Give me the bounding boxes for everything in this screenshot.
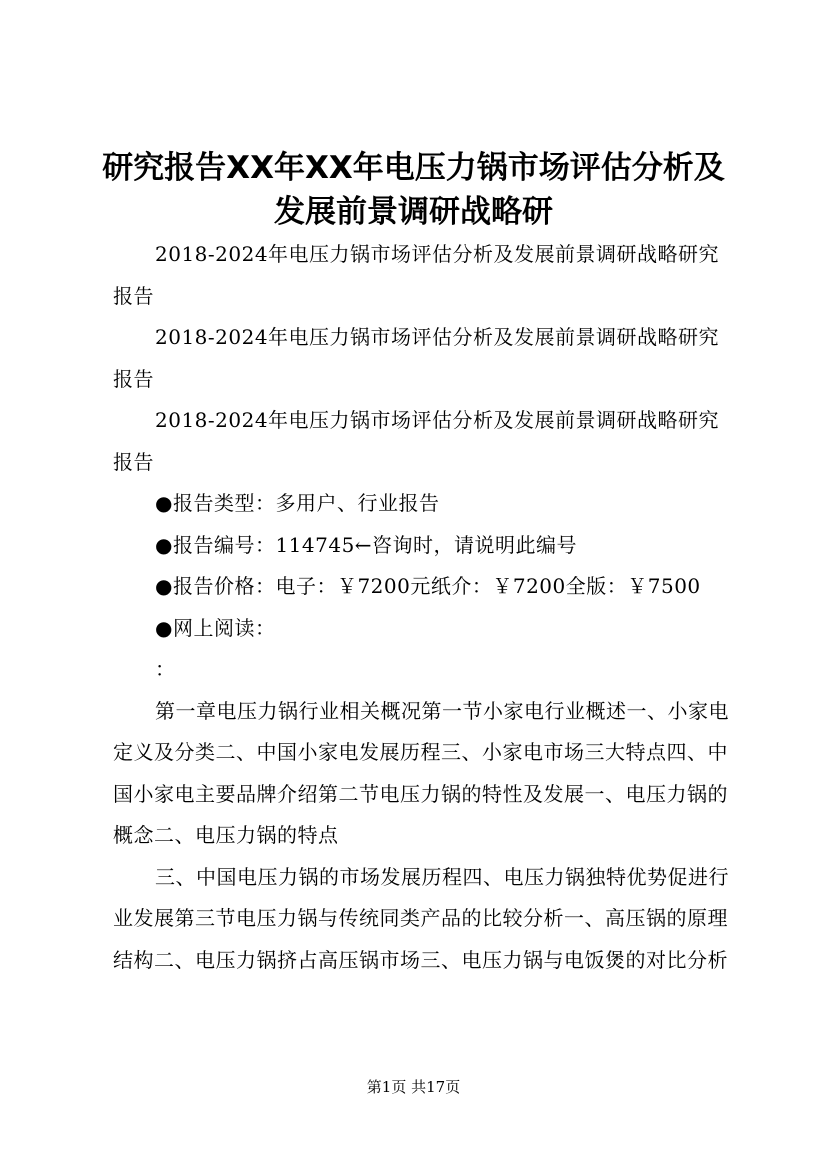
- page-number-footer: 第1页 共17页: [366, 1078, 461, 1096]
- document-title-line-1: 研究报告XX年XX年电压力锅市场评估分析及: [102, 150, 725, 186]
- report-name-paragraph: 2018-2024年电压力锅市场评估分析及发展前景调研战略研究报告: [113, 242, 720, 308]
- document-body: [113, 234, 733, 981]
- report-name-paragraph: 2018-2024年电压力锅市场评估分析及发展前景调研战略研究报告: [113, 408, 720, 474]
- document-title-line-2: 发展前景调研战略研: [274, 194, 553, 230]
- colon-line: ：: [155, 657, 176, 681]
- chapter-one-paragraph: 第一章电压力锅行业相关概况第一节小家电行业概述一、小家电定义及分类二、中国小家电发展历程三、小家电市场三大特点四、中国小家电主要品牌介绍第二节电压力锅的特性及发展一、电压力锅的概念二、电压力锅的特点: [113, 698, 729, 847]
- report-name-paragraph: 2018-2024年电压力锅市场评估分析及发展前景调研战略研究报告: [113, 325, 720, 391]
- online-reading-line: ●网上阅读：: [155, 615, 276, 640]
- chapter-one-continued-paragraph: 三、中国电压力锅的市场发展历程四、电压力锅独特优势促进行业发展第三节电压力锅与传统同类产品的比较分析一、高压锅的原理结构二、电压力锅挤占高压锅市场三、电压力锅与电饭煲的对比分析: [113, 864, 729, 972]
- report-number-line: ●报告编号：114745←咨询时，请说明此编号: [155, 532, 578, 557]
- report-type-line: ●报告类型：多用户、行业报告: [155, 491, 440, 515]
- report-price-line: ●报告价格：电子：￥7200元纸介：￥7200全版：￥7500: [155, 574, 701, 598]
